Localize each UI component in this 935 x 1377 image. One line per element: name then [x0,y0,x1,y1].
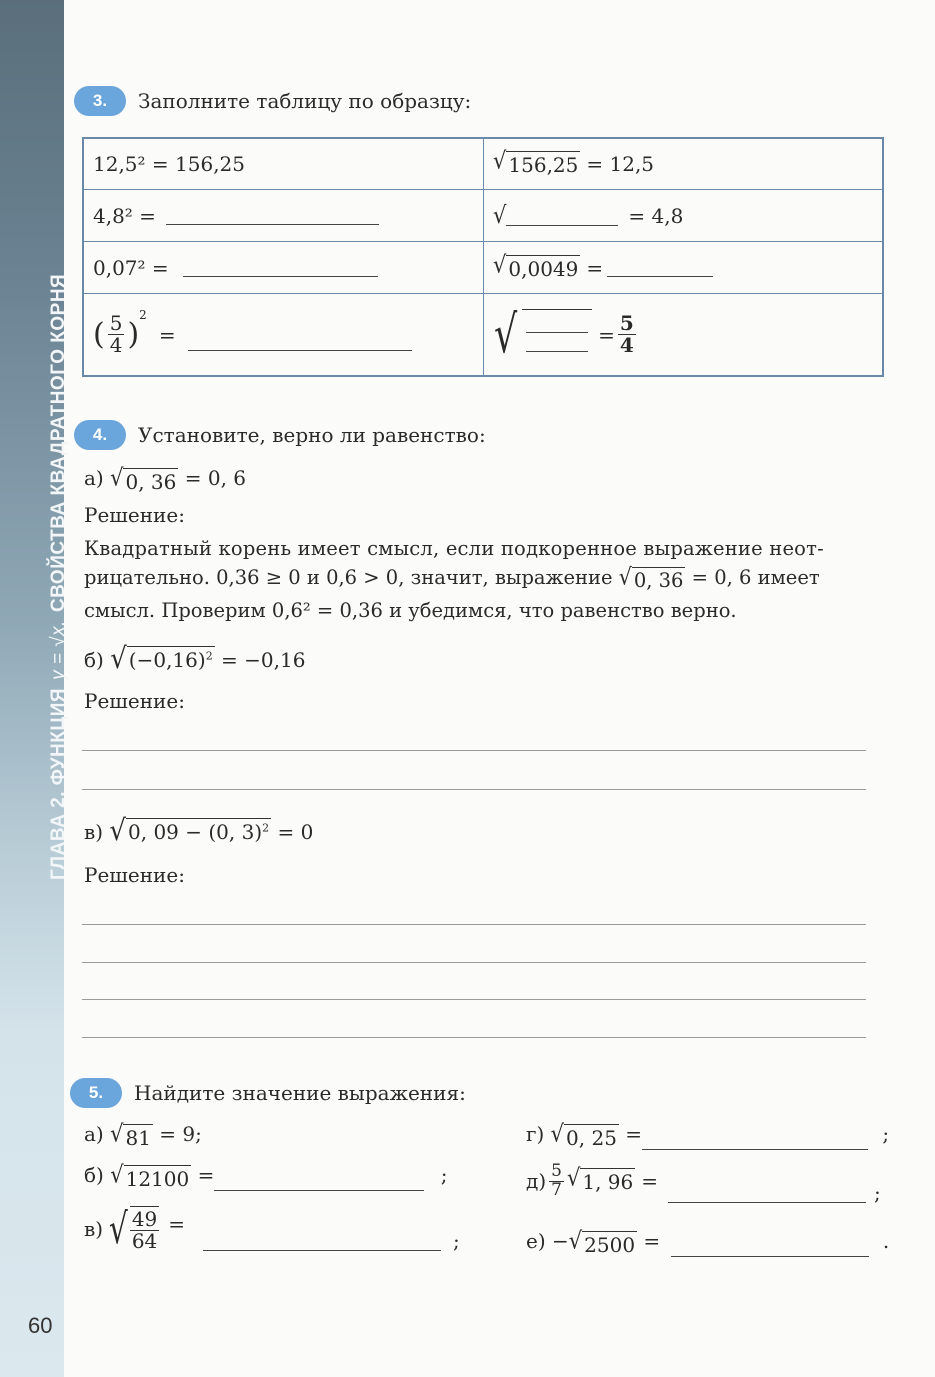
item-label: в) [84,1217,104,1241]
equals-sign: = [598,322,615,347]
left-paren: ( [93,317,105,352]
solution-text: рицательно. 0,36 ≥ 0 и 0,6 > 0, значит, выражение [84,566,613,589]
square-expression: 0,07² = [93,255,169,280]
table-cell [84,294,484,375]
item-label: а) [84,466,104,490]
punctuation: ; [440,1163,448,1187]
radicand-text: 0, 09 − (0, 3) [128,820,263,844]
task-5d [526,1122,889,1150]
task-3-header [74,86,471,116]
equals-sign: = [168,1212,186,1236]
solution-line-2 [84,563,820,592]
task-number-badge: 5. [70,1078,122,1108]
exponent: 2 [262,821,270,835]
punctuation: . [882,1229,890,1253]
equals-sign: = [643,1229,661,1253]
item-label: г) [526,1122,545,1146]
table-cell [484,242,882,294]
task-4-header [74,420,486,450]
radical-sign: √ [109,1204,128,1253]
answer-line[interactable] [82,924,866,925]
answer-line[interactable] [82,962,866,963]
denominator: 4 [619,333,634,357]
answer-blank[interactable] [642,1131,868,1150]
punctuation: ; [453,1229,460,1253]
radical: √ 0,0049 [493,250,579,281]
table-cell [84,242,484,294]
fraction [618,313,636,356]
punctuation: ; [882,1122,890,1146]
task-5b [84,1163,447,1191]
fraction [549,1160,564,1200]
equals-sign: = [197,1163,215,1187]
answer-blank[interactable] [526,333,588,352]
right-side: = 0, 6 [184,466,247,490]
radical: √ 0, 36 [618,563,684,592]
table-cell [84,139,484,190]
table-cell [484,139,882,190]
answer-blank[interactable] [214,1172,424,1191]
radical: √ 12100 [110,1161,190,1191]
answer-blank[interactable] [526,316,588,333]
page-number: 60 [28,1313,53,1338]
radical: √ 0, 25 [550,1120,617,1150]
radical-sign: √ [493,304,518,365]
numerator: 5 [619,311,634,335]
numerator: 49 [131,1207,158,1231]
fill-table [82,137,884,377]
task-number-badge: 4. [74,420,126,450]
item-label: в) [84,820,104,844]
answer-line[interactable] [82,789,866,790]
square-expression: 4,8² = [93,203,156,228]
radicand: 0, 25 [566,1126,617,1150]
equals-sign: = [625,1122,643,1146]
answer-line[interactable] [82,999,866,1000]
radicand: 1, 96 [582,1170,634,1194]
right-paren: ) [127,317,140,352]
numerator: 5 [551,1160,562,1181]
solution-text: = 0, 6 [691,566,752,589]
exponent: 2 [205,649,213,663]
task-title: Найдите значение выражения: [134,1081,466,1105]
denominator: 7 [551,1179,562,1200]
equals-sign: = [158,322,176,347]
radical: √ 2500 [568,1227,636,1257]
denominator: 4 [109,333,123,357]
solution-label: Решение: [84,689,185,713]
answer-line[interactable] [82,1037,866,1038]
solution-line-1: Квадратный корень имеет смысл, если подкоренное выражение неот- [84,537,824,560]
radicand: 2500 [584,1233,636,1257]
answer-blank[interactable] [188,332,412,351]
item-label: а) [84,1122,104,1146]
item-label: д) [526,1169,547,1193]
answer-blank[interactable] [183,258,378,277]
radicand: 0, 36 [125,470,177,494]
task-4a [84,466,246,494]
answer-blank[interactable] [668,1184,866,1203]
answer-blank[interactable] [506,205,618,226]
punctuation: ; [874,1181,881,1205]
radicand [127,646,215,672]
radical: √ 81 [110,1120,151,1150]
numerator: 5 [109,311,123,335]
radical: √ [493,205,618,226]
radical: √ 0, 36 [110,464,177,494]
radical: √ 0, 09 − (0, 3)$^2$ [109,814,270,848]
radicand: 0,0049 [508,256,579,281]
radicand [126,818,271,844]
right-side: = −0,16 [221,648,306,672]
radicand-text: (−0,16) [128,648,206,672]
example-square: 12,5² = 156,25 [93,152,246,176]
radicand: 0, 36 [633,569,684,592]
task-5a [84,1122,202,1150]
table-cell [484,294,882,375]
answer-blank[interactable] [607,258,713,277]
fraction-blank [522,309,592,352]
task-title: Установите, верно ли равенство: [138,423,486,447]
task-5e [526,1157,881,1205]
radical: √ 1, 96 [566,1164,634,1194]
answer-blank[interactable] [203,1232,441,1251]
task-title: Заполните таблицу по образцу: [138,89,472,113]
answer-blank[interactable] [671,1238,869,1257]
solution-label: Решение: [84,863,185,887]
solution-text: имеет [757,566,820,589]
chapter-label: ГЛАВА 2. ФУНКЦИЯ [48,687,69,880]
table-cell [84,190,484,242]
radical: √ $(-0,16)^2$ [110,642,213,676]
function-label: y = √x. [48,620,69,680]
fraction [130,1206,159,1252]
fraction [108,313,125,356]
task-number-badge: 3. [74,86,126,116]
solution-line-3: смысл. Проверим 0,6² = 0,36 и убедимся, что равенство верно. [84,599,737,622]
right-side: = 0 [277,820,314,844]
answer-blank[interactable] [166,206,379,225]
topic-label: СВОЙСТВА КВАДРАТНОГО КОРНЯ [48,273,69,613]
answer-line[interactable] [82,750,866,751]
equals-sign: = [586,255,604,280]
exponent: 2 [139,308,147,322]
item-label: б) [84,648,104,672]
task-4b [84,642,306,676]
item-label: б) [84,1163,104,1187]
denominator: 64 [131,1229,158,1253]
table-cell [484,190,882,242]
radicand: 12100 [125,1167,190,1191]
radicand: 156,25 [508,153,579,177]
right-side: = 9; [159,1122,202,1146]
task-5-header [70,1078,466,1108]
radicand: 81 [125,1126,151,1150]
equals-sign: = [641,1169,658,1193]
chapter-sidebar [0,0,69,1377]
task-5f [526,1229,889,1257]
root-result: = 4,8 [628,203,684,228]
task-5c [84,1205,460,1253]
item-label: е) [526,1229,546,1253]
radical: √ 156,25 [493,147,579,177]
chapter-title [48,274,70,880]
minus-sign: − [552,1229,569,1253]
solution-label: Решение: [84,503,185,527]
task-4c [84,814,314,848]
example-root-result: = 12,5 [586,152,655,176]
